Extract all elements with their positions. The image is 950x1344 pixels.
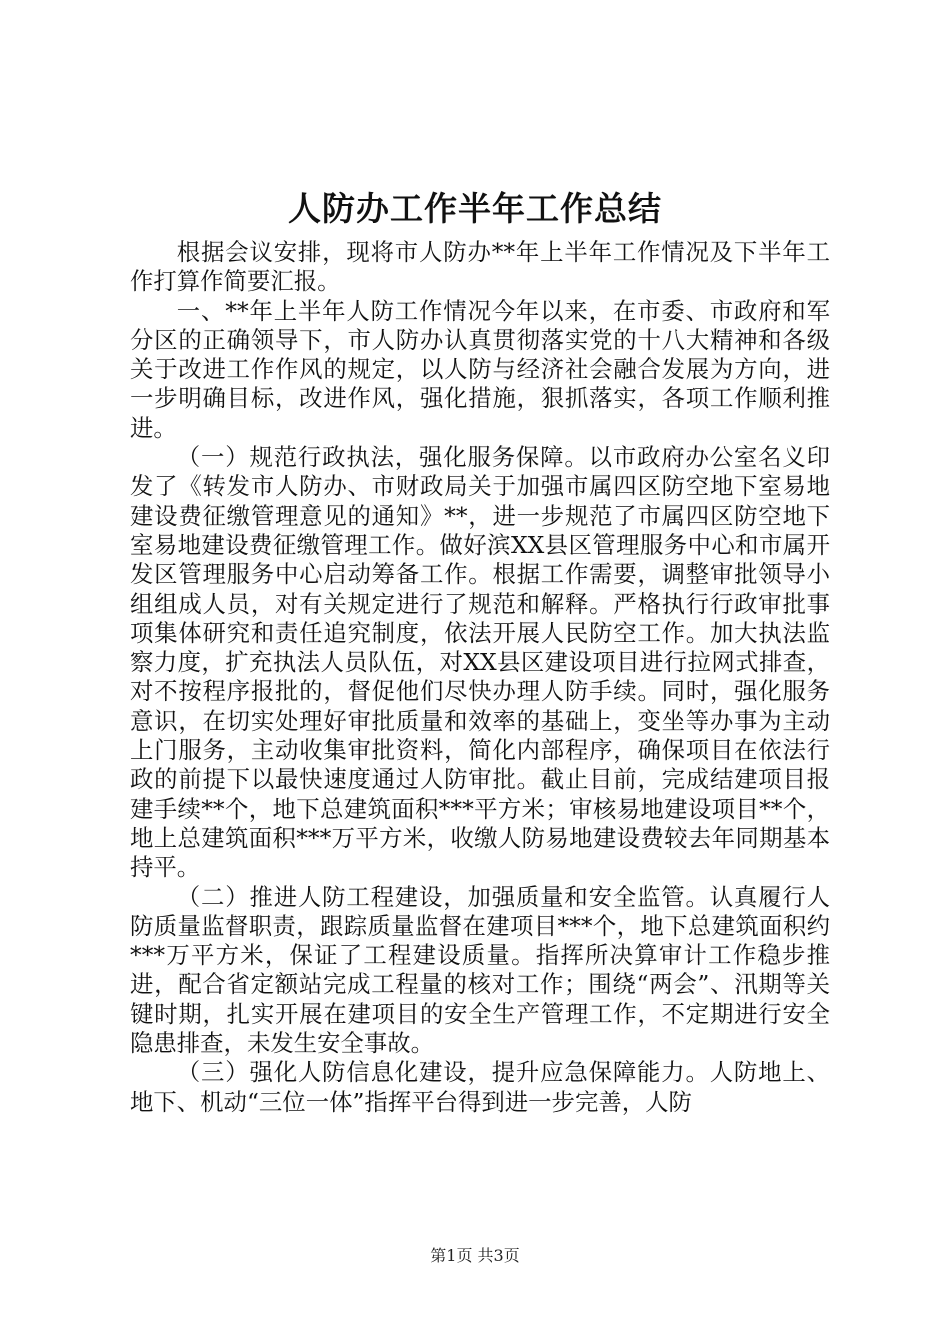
paragraph-item-3: （三）强化人防信息化建设，提升应急保障能力。人防地上、地下、机动“三位一体”指挥平台得到进一步完善，人防: [130, 1058, 830, 1116]
document-title: 人防办工作半年工作总结: [288, 189, 662, 228]
paragraph-item-2: （二）推进人防工程建设，加强质量和安全监管。认真履行人防质量监督职责，跟踪质量监督在建项目***个，地下总建筑面积约***万平方米，保证了工程建设质量。指挥所决算审计工作稳步推进，配合省定额站完成工程量的核对工作；围绕“两会”、汛期等关键时期，扎实开展在建项目的安全生产管理工作，不定期进行安全隐患排查，未发生安全事故。: [130, 882, 830, 1058]
page-number-footer: 第1页 共3页: [430, 1246, 520, 1265]
paragraph-section-1: 一、**年上半年人防工作情况今年以来，在市委、市政府和军分区的正确领导下，市人防办认真贯彻落实党的十八大精神和各级关于改进工作作风的规定，以人防与经济社会融合发展为方向，进一步明确目标，改进作风，强化措施，狠抓落实，各项工作顺利推进。: [130, 296, 830, 442]
paragraph-intro: 根据会议安排，现将市人防办**年上半年工作情况及下半年工作打算作简要汇报。: [130, 238, 830, 296]
paragraph-item-1: （一）规范行政执法，强化服务保障。以市政府办公室名义印发了《转发市人防办、市财政局关于加强市属四区防空地下室易地建设费征缴管理意见的通知》**，进一步规范了市属四区防空地下室易地建设费征缴管理工作。做好滨XX县区管理服务中心和市属开发区管理服务中心启动筹备工作。根据工作需要，调整审批领导小组组成人员，对有关规定进行了规范和解释。严格执行行政审批事项集体研究和责任追究制度，依法开展人民防空工作。加大执法监察力度，扩充执法人员队伍，对XX县区建设项目进行拉网式排查，对不按程序报批的，督促他们尽快办理人防手续。同时，强化服务意识，在切实处理好审批质量和效率的基础上，变坐等办事为主动上门服务，主动收集审批资料，简化内部程序，确保项目在依法行政的前提下以最快速度通过人防审批。截止目前，完成结建项目报建手续**个，地下总建筑面积***平方米；审核易地建设项目**个，地上总建筑面积***万平方米，收缴人防易地建设费较去年同期基本持平。: [130, 443, 830, 882]
document-body: [130, 238, 830, 1117]
